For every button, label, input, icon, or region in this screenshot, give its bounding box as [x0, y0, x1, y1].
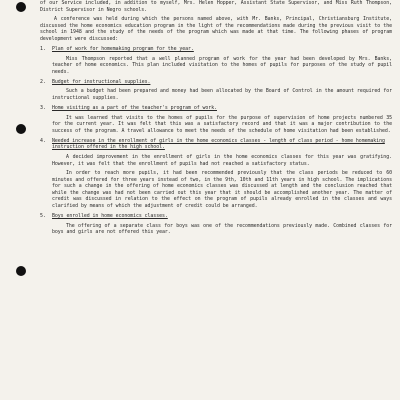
- punch-hole: [16, 266, 26, 276]
- item-number: 4.: [40, 137, 46, 144]
- intro-paragraph-2: A conference was held during which the persons named above, with Mr. Banks, Principal, Christiansburg Institute, discussed the home economics education program in the light of the recommendations made during the previous visit to the school in 1948 and the study of the needs of the program which was made at that time. The following phases of program development were discussed:: [40, 16, 392, 42]
- document-body: [40, 0, 392, 239]
- item-body: Miss Thompson reported that a well planned program of work for the year had been developed by Mrs. Banks, teacher of home economics. This plan included visitation to the homes of pupils for purposes of the study of pupil needs.: [52, 55, 392, 75]
- punch-hole: [16, 124, 26, 134]
- item-heading: Boys enrolled in home economics classes.: [52, 212, 168, 219]
- item-number: 2.: [40, 78, 46, 85]
- list-item: [40, 213, 392, 220]
- item-body: The offering of a separate class for boys was one of the recommendations previously made. Combined classes for boys and girls are not offered this year.: [52, 222, 392, 236]
- item-body: Such a budget had been prepared and money had been allocated by the Board of Control in the amount required for instructional supplies.: [52, 88, 392, 101]
- list-item: [40, 79, 392, 86]
- list-item: [40, 46, 392, 53]
- item-number: 5.: [40, 212, 46, 219]
- item-heading: Needed increase in the enrollment of girls in the home economics classes - length of class period - home homemaking instruction offered in the high school.: [52, 137, 385, 151]
- list-item: [40, 138, 392, 151]
- item-number: 1.: [40, 45, 46, 52]
- item-heading: Budget for instructional supplies.: [52, 78, 151, 85]
- item-heading: Home visiting as a part of the teacher's program of work.: [52, 104, 217, 111]
- intro-paragraph-1: of our Service included, in addition to myself, Mrs. Helen Hopper, Assistant State Supervisor, and Miss Ruth Thompson, District Supervisor in Negro schools.: [40, 0, 392, 13]
- item-heading: Plan of work for homemaking program for the year.: [52, 45, 194, 52]
- item-body: It was learned that visits to the homes of pupils for the purpose of supervision of home projects numbered 35 for the current year. It was felt that this was a satisfactory record and that it was a major contribution to the success of the program. A travel allowance to meet the needs of the schedule of home visitation had been established.: [52, 114, 392, 134]
- punch-hole: [16, 2, 26, 12]
- item-body: A decided improvement in the enrollment of girls in the home economics classes for this year was gratifying. However, it was felt that the enrollment of pupils had not reached a satisfactory status.: [52, 154, 392, 167]
- item-body: In order to reach more pupils, it had been recommended previously that the class periods be reduced to 60 minutes and offered for three years instead of two, in the 9th, 10th and 11th years in high school. The implications for such a change in the offering of home economics classes was discussed at length and the conclusion reached that while the change was had not been carried out this year that it should be accomplished another year. The matter of credit was discussed in relation to the effect on the program of pupils already enrolled in the classes and ways clarified by means of which the adjustment of credit could be arranged.: [52, 170, 392, 209]
- item-number: 3.: [40, 104, 46, 111]
- list-item: [40, 105, 392, 112]
